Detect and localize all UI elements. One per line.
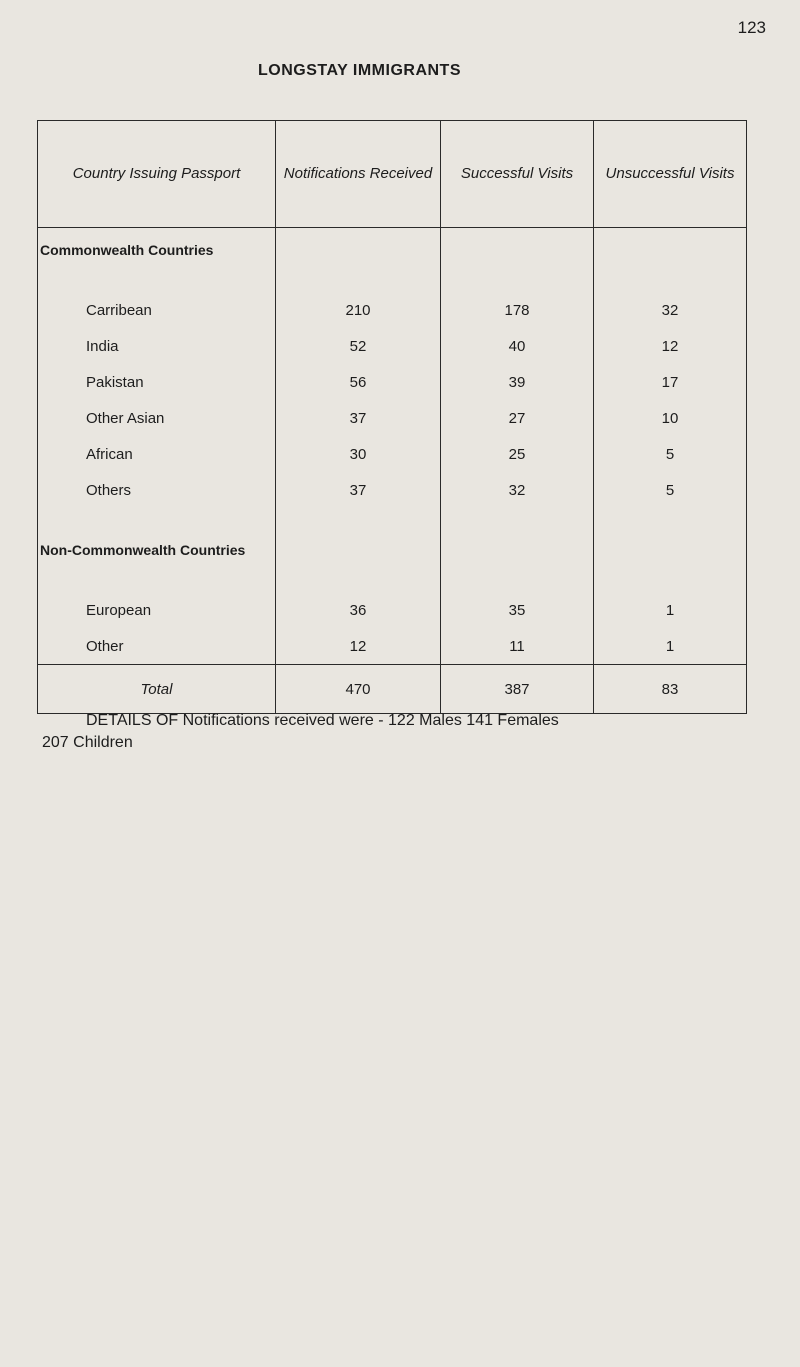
unsuccessful-cell: 32 [594,292,747,328]
page-number: 123 [737,18,766,37]
successful-cell: 40 [441,328,594,364]
header-unsuccessful: Unsuccessful Visits [594,121,747,228]
notifications-cell: 12 [276,628,441,665]
section-label: Commonwealth Countries [38,228,276,273]
table-row [38,364,747,400]
table-header-row [38,121,747,228]
header-country: Country Issuing Passport [38,121,276,228]
details-note-continued: 207 Children [42,734,133,751]
total-notifications: 470 [276,665,441,714]
successful-cell: 178 [441,292,594,328]
table-row [38,292,747,328]
table-row [38,436,747,472]
notifications-cell: 37 [276,472,441,508]
page-title: LONGSTAY IMMIGRANTS [258,62,461,79]
unsuccessful-cell: 5 [594,472,747,508]
table-row [38,628,747,665]
notifications-cell: 56 [276,364,441,400]
total-row [38,665,747,714]
successful-cell: 27 [441,400,594,436]
header-notifications: Notifications Received [276,121,441,228]
country-cell: Others [38,472,276,508]
unsuccessful-cell: 5 [594,436,747,472]
notifications-cell: 30 [276,436,441,472]
unsuccessful-cell: 17 [594,364,747,400]
country-cell: Other [38,628,276,665]
details-note: DETAILS OF Notifications received were - 122 Males 141 Females [86,712,559,729]
country-cell: African [38,436,276,472]
table-row [38,328,747,364]
successful-cell: 11 [441,628,594,665]
notifications-cell: 52 [276,328,441,364]
section-row [38,228,747,273]
successful-cell: 39 [441,364,594,400]
country-cell: Carribean [38,292,276,328]
country-cell: India [38,328,276,364]
total-unsuccessful: 83 [594,665,747,714]
section-row [38,528,747,572]
header-successful: Successful Visits [441,121,594,228]
notifications-cell: 37 [276,400,441,436]
total-successful: 387 [441,665,594,714]
notifications-cell: 210 [276,292,441,328]
table-row [38,400,747,436]
successful-cell: 35 [441,592,594,628]
successful-cell: 25 [441,436,594,472]
section-label: Non-Commonwealth Countries [38,528,276,572]
country-cell: European [38,592,276,628]
notifications-cell: 36 [276,592,441,628]
unsuccessful-cell: 10 [594,400,747,436]
successful-cell: 32 [441,472,594,508]
country-cell: Other Asian [38,400,276,436]
table-row [38,472,747,508]
unsuccessful-cell: 1 [594,592,747,628]
unsuccessful-cell: 1 [594,628,747,665]
table-row [38,592,747,628]
unsuccessful-cell: 12 [594,328,747,364]
country-cell: Pakistan [38,364,276,400]
total-label: Total [38,665,276,714]
immigrants-table [37,120,747,714]
